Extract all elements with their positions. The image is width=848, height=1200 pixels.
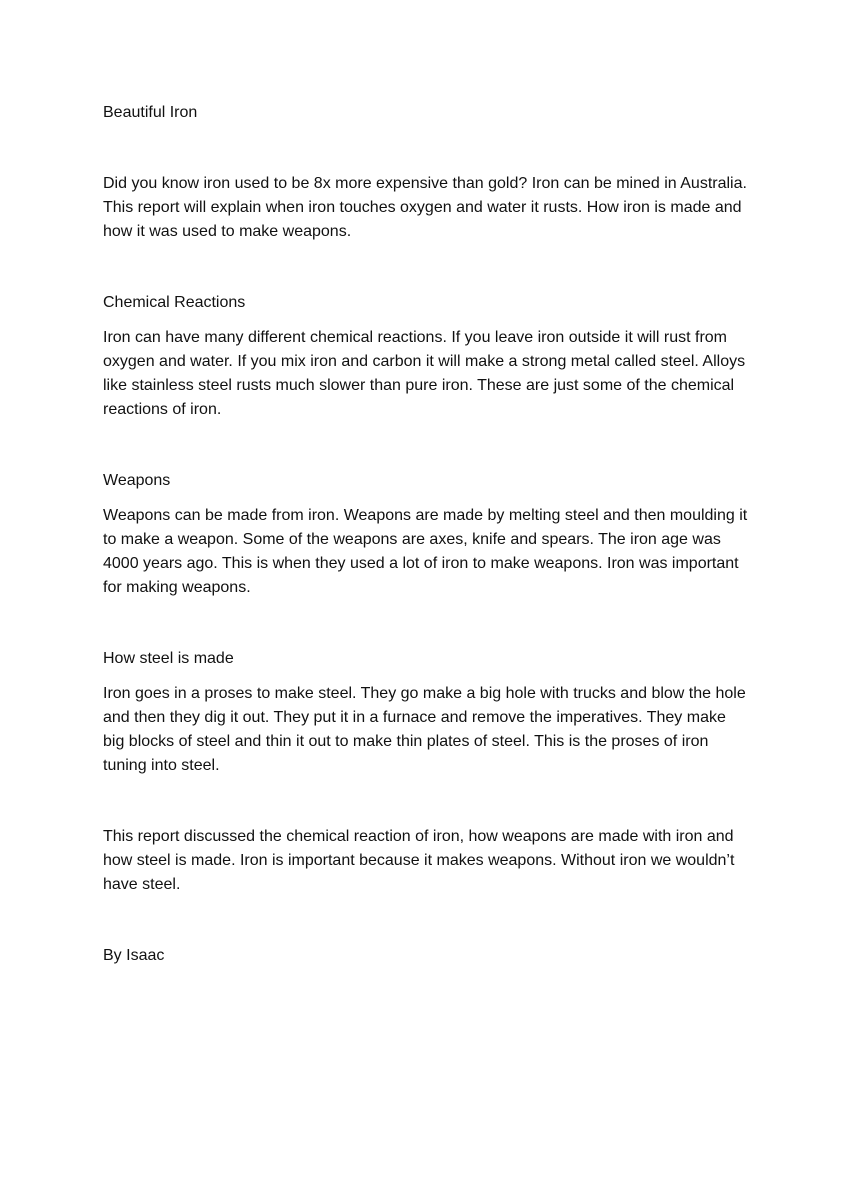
section-body-how-steel-is-made: Iron goes in a proses to make steel. They go make a big hole with trucks and blow the hole and then they dig it out. They put it in a furnace and remove the imperatives. They make big blocks of steel and thin it out to make thin plates of steel. This is the proses of iron tuning into steel. <box>103 685 746 774</box>
conclusion-paragraph: This report discussed the chemical reaction of iron, how weapons are made with iron and how steel is made. Iron is important because it makes weapons. Without iron we wouldn’t have steel. <box>103 828 735 893</box>
section-heading-chemical-reactions: Chemical Reactions <box>103 294 246 311</box>
document-title: Beautiful Iron <box>103 104 198 121</box>
section-heading-weapons: Weapons <box>103 472 171 489</box>
section-body-weapons: Weapons can be made from iron. Weapons are made by melting steel and then moulding it to make a weapon. Some of the weapons are axes, knife and spears. The iron age was 4000 years ago. This is when they used a lot of iron to make weapons. Iron was important for making weapons. <box>103 507 748 596</box>
section-body-chemical-reactions: Iron can have many different chemical reactions. If you leave iron outside it will rust from oxygen and water. If you mix iron and carbon it will make a strong metal called steel. Alloys like stainless steel rusts much slower than pure iron. These are just some of the chemical reactions of iron. <box>103 329 746 418</box>
intro-paragraph: Did you know iron used to be 8x more expensive than gold? Iron can be mined in Australia. This report will explain when iron touches oxygen and water it rusts. How iron is made and how it was used to make weapons. <box>103 175 747 240</box>
author-line: By Isaac <box>103 947 165 964</box>
section-heading-how-steel-is-made: How steel is made <box>103 650 234 667</box>
document-content <box>103 101 748 968</box>
